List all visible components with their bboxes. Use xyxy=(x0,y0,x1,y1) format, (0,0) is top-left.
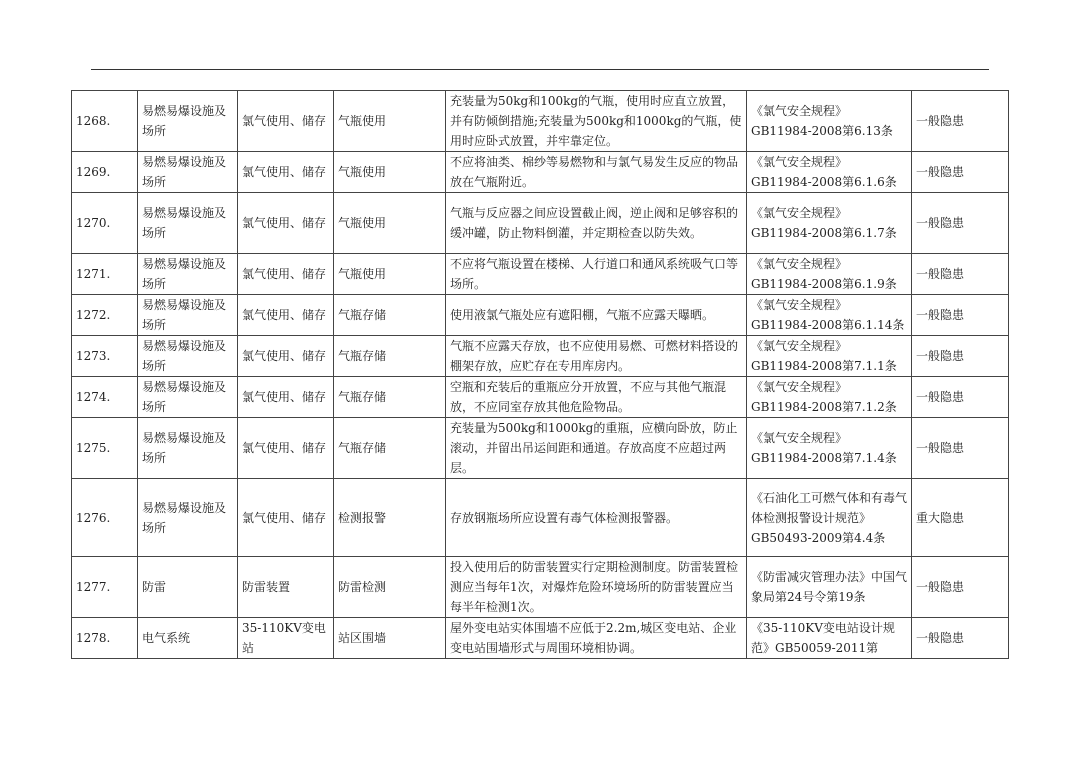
table-row xyxy=(72,91,1009,152)
row-item: 防雷检测 xyxy=(334,557,446,618)
row-requirement: 不应将气瓶设置在楼梯、人行道口和通风系统吸气口等场所。 xyxy=(446,254,747,295)
row-category: 易燃易爆设施及场所 xyxy=(138,193,238,254)
row-requirement: 充装量为500kg和1000kg的重瓶，应横向卧放，防止滚动，并留出吊运间距和通道。存放高度不应超过两层。 xyxy=(446,418,747,479)
row-subcategory: 氯气使用、储存 xyxy=(238,295,334,336)
row-number: 1270. xyxy=(72,193,138,254)
row-number: 1276. xyxy=(72,479,138,557)
row-number: 1273. xyxy=(72,336,138,377)
table-row xyxy=(72,557,1009,618)
row-subcategory: 氯气使用、储存 xyxy=(238,336,334,377)
table-row xyxy=(72,479,1009,557)
row-basis: 《氯气安全规程》GB11984-2008第6.1.6条 xyxy=(747,152,912,193)
row-item: 气瓶使用 xyxy=(334,152,446,193)
row-number: 1277. xyxy=(72,557,138,618)
row-basis: 《氯气安全规程》GB11984-2008第6.1.14条 xyxy=(747,295,912,336)
row-category: 易燃易爆设施及场所 xyxy=(138,91,238,152)
row-requirement: 空瓶和充装后的重瓶应分开放置，不应与其他气瓶混放，不应同室存放其他危险物品。 xyxy=(446,377,747,418)
table-body xyxy=(72,91,1009,659)
row-basis: 《氯气安全规程》GB11984-2008第7.1.2条 xyxy=(747,377,912,418)
row-hazard-level: 一般隐患 xyxy=(912,91,1009,152)
row-subcategory: 氯气使用、储存 xyxy=(238,479,334,557)
row-subcategory: 氯气使用、储存 xyxy=(238,377,334,418)
row-requirement: 气瓶不应露天存放，也不应使用易燃、可燃材料搭设的棚架存放，应贮存在专用库房内。 xyxy=(446,336,747,377)
row-item: 气瓶存储 xyxy=(334,377,446,418)
table-row xyxy=(72,418,1009,479)
row-category: 易燃易爆设施及场所 xyxy=(138,336,238,377)
row-item: 气瓶使用 xyxy=(334,254,446,295)
row-number: 1275. xyxy=(72,418,138,479)
row-hazard-level: 一般隐患 xyxy=(912,193,1009,254)
row-category: 易燃易爆设施及场所 xyxy=(138,295,238,336)
table-row xyxy=(72,193,1009,254)
row-hazard-level: 一般隐患 xyxy=(912,152,1009,193)
row-subcategory: 氯气使用、储存 xyxy=(238,418,334,479)
row-item: 气瓶使用 xyxy=(334,193,446,254)
row-category: 易燃易爆设施及场所 xyxy=(138,479,238,557)
row-hazard-level: 一般隐患 xyxy=(912,377,1009,418)
table-row xyxy=(72,152,1009,193)
row-number: 1278. xyxy=(72,618,138,659)
table-row xyxy=(72,377,1009,418)
row-basis: 《氯气安全规程》GB11984-2008第7.1.4条 xyxy=(747,418,912,479)
row-hazard-level: 一般隐患 xyxy=(912,295,1009,336)
row-subcategory: 氯气使用、储存 xyxy=(238,91,334,152)
row-requirement: 使用液氯气瓶处应有遮阳棚，气瓶不应露天曝晒。 xyxy=(446,295,747,336)
row-number: 1268. xyxy=(72,91,138,152)
row-hazard-level: 一般隐患 xyxy=(912,336,1009,377)
row-category: 易燃易爆设施及场所 xyxy=(138,152,238,193)
row-basis: 《防雷减灾管理办法》中国气象局第24号令第19条 xyxy=(747,557,912,618)
row-category: 易燃易爆设施及场所 xyxy=(138,254,238,295)
row-item: 气瓶存储 xyxy=(334,336,446,377)
row-requirement: 不应将油类、棉纱等易燃物和与氯气易发生反应的物品放在气瓶附近。 xyxy=(446,152,747,193)
row-number: 1271. xyxy=(72,254,138,295)
row-item: 气瓶存储 xyxy=(334,295,446,336)
row-subcategory: 氯气使用、储存 xyxy=(238,193,334,254)
hazard-table xyxy=(71,90,1009,659)
row-basis: 《氯气安全规程》GB11984-2008第6.13条 xyxy=(747,91,912,152)
row-basis: 《氯气安全规程》GB11984-2008第6.1.7条 xyxy=(747,193,912,254)
row-requirement: 气瓶与反应器之间应设置截止阀，逆止阀和足够容积的缓冲罐，防止物料倒灌，并定期检查以防失效。 xyxy=(446,193,747,254)
row-hazard-level: 一般隐患 xyxy=(912,418,1009,479)
table-row xyxy=(72,254,1009,295)
table-row xyxy=(72,336,1009,377)
row-subcategory: 35-110KV变电站 xyxy=(238,618,334,659)
row-item: 气瓶使用 xyxy=(334,91,446,152)
row-basis: 《石油化工可燃气体和有毒气体检测报警设计规范》GB50493-2009第4.4条 xyxy=(747,479,912,557)
row-requirement: 存放钢瓶场所应设置有毒气体检测报警器。 xyxy=(446,479,747,557)
row-hazard-level: 一般隐患 xyxy=(912,618,1009,659)
row-subcategory: 氯气使用、储存 xyxy=(238,254,334,295)
row-category: 电气系统 xyxy=(138,618,238,659)
table-row xyxy=(72,618,1009,659)
row-number: 1274. xyxy=(72,377,138,418)
row-basis: 《35-110KV变电站设计规范》GB50059-2011第 xyxy=(747,618,912,659)
row-basis: 《氯气安全规程》GB11984-2008第7.1.1条 xyxy=(747,336,912,377)
row-requirement: 屋外变电站实体围墙不应低于2.2m,城区变电站、企业变电站围墙形式与周围环境相协调。 xyxy=(446,618,747,659)
row-number: 1269. xyxy=(72,152,138,193)
row-requirement: 充装量为50kg和100kg的气瓶，使用时应直立放置，并有防倾倒措施;充装量为500kg和1000kg的气瓶，使用时应卧式放置，并牢靠定位。 xyxy=(446,91,747,152)
row-basis: 《氯气安全规程》GB11984-2008第6.1.9条 xyxy=(747,254,912,295)
row-category: 防雷 xyxy=(138,557,238,618)
row-hazard-level: 重大隐患 xyxy=(912,479,1009,557)
row-hazard-level: 一般隐患 xyxy=(912,557,1009,618)
row-item: 气瓶存储 xyxy=(334,418,446,479)
table-row xyxy=(72,295,1009,336)
row-requirement: 投入使用后的防雷装置实行定期检测制度。防雷装置检测应当每年1次，对爆炸危险环境场所的防雷装置应当每半年检测1次。 xyxy=(446,557,747,618)
row-hazard-level: 一般隐患 xyxy=(912,254,1009,295)
row-number: 1272. xyxy=(72,295,138,336)
row-category: 易燃易爆设施及场所 xyxy=(138,418,238,479)
row-category: 易燃易爆设施及场所 xyxy=(138,377,238,418)
header-rule xyxy=(91,69,989,70)
row-subcategory: 防雷装置 xyxy=(238,557,334,618)
row-subcategory: 氯气使用、储存 xyxy=(238,152,334,193)
row-item: 站区围墙 xyxy=(334,618,446,659)
row-item: 检测报警 xyxy=(334,479,446,557)
